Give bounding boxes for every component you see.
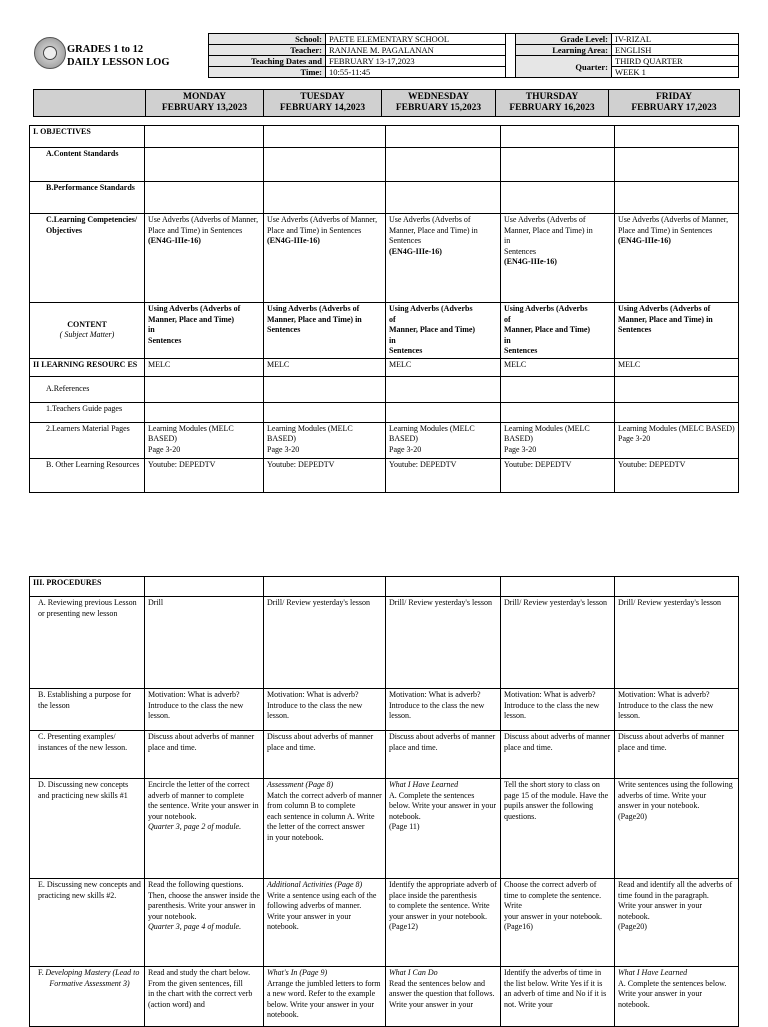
content-cell-tue: Using Adverbs (Adverbs of Manner, Place and Time) in Sentences — [264, 303, 386, 359]
proc-c-fri: Discuss about adverbs of manner place and time. — [615, 731, 739, 779]
day-header-wednesday: WEDNESDAY FEBRUARY 15,2023 — [382, 90, 496, 117]
competency-cell-fri: Use Adverbs (Adverbs of Manner, Place and Time) in Sentences (EN4G-IIIe-16) — [615, 214, 739, 303]
competency-cell-mon: Use Adverbs (Adverbs of Manner, Place and Time) in Sentences (EN4G-IIIe-16) — [145, 214, 264, 303]
proc-f-label: F. Developing Mastery (Lead to Formative Assessment 3) — [30, 967, 145, 1027]
teacher-label: Teacher: — [209, 45, 326, 56]
proc-c-label: C. Presenting examples/ instances of the new lesson. — [30, 731, 145, 779]
content-cell-mon: Using Adverbs (Adverbs of Manner, Place and Time) in Sentences — [145, 303, 264, 359]
proc-b-fri: Motivation: What is adverb? Introduce to the class the new lesson. — [615, 689, 739, 731]
proc-e-thu: Choose the correct adverb of time to complete the sentence. Write your answer in your notebook. (Page16) — [501, 879, 615, 967]
other-cell-thu: Youtube: DEPEDTV — [501, 458, 615, 492]
other-cell-wed: Youtube: DEPEDTV — [386, 458, 501, 492]
procedures-heading: III. PROCEDURES — [30, 577, 145, 597]
proc-b-mon: Motivation: What is adverb? Introduce to the class the new lesson. — [145, 689, 264, 731]
time-label: Time: — [209, 67, 326, 78]
proc-a-label: A. Reviewing previous Lesson or presenting new lesson — [30, 597, 145, 689]
learners-material-label: 2.Learners Material Pages — [30, 422, 145, 458]
lm-cell-tue: Learning Modules (MELC BASED) Page 3-20 — [264, 422, 386, 458]
teacher-value: RANJANE M. PAGALANAN — [326, 45, 506, 56]
other-cell-mon: Youtube: DEPEDTV — [145, 458, 264, 492]
day-header-table — [33, 89, 740, 117]
proc-a-fri: Drill/ Review yesterday's lesson — [615, 597, 739, 689]
proc-d-wed: What I Have Learned A. Complete the sentences below. Write your answer in your notebook. (Page 11) — [386, 779, 501, 879]
objectives-table — [29, 125, 739, 493]
time-value: 10:55-11:45 — [326, 67, 506, 78]
proc-e-label: E. Discussing new concepts and practicing new skills #2. — [30, 879, 145, 967]
grade-value: IV-RIZAL — [612, 34, 739, 45]
day-header-friday: FRIDAY FEBRUARY 17,2023 — [609, 90, 740, 117]
proc-b-wed: Motivation: What is adverb? Introduce to the class the new lesson. — [386, 689, 501, 731]
school-value: PAETE ELEMENTARY SCHOOL — [326, 34, 506, 45]
week-value: WEEK 1 — [612, 67, 739, 78]
procedures-table — [29, 576, 739, 1027]
lm-cell-mon: Learning Modules (MELC BASED) Page 3-20 — [145, 422, 264, 458]
proc-c-thu: Discuss about adverbs of manner place and time. — [501, 731, 615, 779]
area-value: ENGLISH — [612, 45, 739, 56]
competencies-label: C.Learning Competencies/ Objectives — [30, 214, 145, 303]
competency-cell-tue: Use Adverbs (Adverbs of Manner, Place and Time) in Sentences (EN4G-IIIe-16) — [264, 214, 386, 303]
content-cell-fri: Using Adverbs (Adverbs of Manner, Place and Time) in Sentences — [615, 303, 739, 359]
content-cell-wed: Using Adverbs (Adverbs of Manner, Place and Time) in Sentences — [386, 303, 501, 359]
proc-d-fri: Write sentences using the following adverbs of time. Write your answer in your notebook. (Page20) — [615, 779, 739, 879]
document-title — [67, 43, 170, 69]
proc-f-wed: What I Can Do Read the sentences below and answer the question that follows. Write your answer in your — [386, 967, 501, 1027]
proc-b-label: B. Establishing a purpose for the lesson — [30, 689, 145, 731]
resources-heading: II LEARNING RESOURC ES — [30, 358, 145, 376]
proc-a-tue: Drill/ Review yesterday's lesson — [264, 597, 386, 689]
content-cell-thu: Using Adverbs (Adverbs of Manner, Place and Time) in Sentences — [501, 303, 615, 359]
school-label: School: — [209, 34, 326, 45]
proc-a-mon: Drill — [145, 597, 264, 689]
lm-cell-thu: Learning Modules (MELC BASED) Page 3-20 — [501, 422, 615, 458]
proc-e-mon: Read the following questions. Then, choose the answer inside the parenthesis. Write your answer in your notebook. Quarter 3, page 4 of module. — [145, 879, 264, 967]
references-label: A.References — [30, 376, 145, 402]
melc-cell-fri: MELC — [615, 358, 739, 376]
performance-standards-label: B.Performance Standards — [30, 182, 145, 214]
dates-label: Teaching Dates and — [209, 56, 326, 67]
title-line-1: GRADES 1 to 12 — [67, 44, 144, 55]
title-line-2: DAILY LESSON LOG — [67, 57, 170, 68]
melc-cell-wed: MELC — [386, 358, 501, 376]
day-header-thursday: THURSDAY FEBRUARY 16,2023 — [496, 90, 609, 117]
dates-value: FEBRUARY 13-17,2023 — [326, 56, 506, 67]
teachers-guide-label: 1.Teachers Guide pages — [30, 402, 145, 422]
other-resources-label: B. Other Learning Resources — [30, 458, 145, 492]
proc-a-wed: Drill/ Review yesterday's lesson — [386, 597, 501, 689]
proc-f-fri: What I Have Learned A. Complete the sentences below. Write your answer in your notebook. — [615, 967, 739, 1027]
day-header-monday: MONDAY FEBRUARY 13,2023 — [146, 90, 264, 117]
proc-d-tue: Assessment (Page 8) Match the correct adverb of manner from column B to complete each sentence in column A. Write the letter of the correct answer in your notebook. — [264, 779, 386, 879]
content-standards-label: A.Content Standards — [30, 148, 145, 182]
proc-f-mon: Read and study the chart below. From the given sentences, fill in the chart with the correct verb (action word) and — [145, 967, 264, 1027]
proc-e-wed: Identify the appropriate adverb of place inside the parenthesis to complete the sentence. Write your answer in your notebook. (Page12) — [386, 879, 501, 967]
area-label: Learning Area: — [516, 45, 612, 56]
proc-d-thu: Tell the short story to class on page 15 of the module. Have the pupils answer the following questions. — [501, 779, 615, 879]
proc-d-label: D. Discussing new concepts and practicing new skills #1 — [30, 779, 145, 879]
lm-cell-wed: Learning Modules (MELC BASED) Page 3-20 — [386, 422, 501, 458]
proc-a-thu: Drill/ Review yesterday's lesson — [501, 597, 615, 689]
header-spacer — [506, 34, 516, 78]
day-header-tuesday: TUESDAY FEBRUARY 14,2023 — [264, 90, 382, 117]
melc-cell-mon: MELC — [145, 358, 264, 376]
day-header-blank — [34, 90, 146, 117]
objectives-heading: I. OBJECTIVES — [30, 126, 145, 148]
proc-c-mon: Discuss about adverbs of manner place and time. — [145, 731, 264, 779]
proc-e-fri: Read and identify all the adverbs of time found in the paragraph. Write your answer in your notebook. (Page20) — [615, 879, 739, 967]
proc-b-thu: Motivation: What is adverb? Introduce to the class the new lesson. — [501, 689, 615, 731]
melc-cell-thu: MELC — [501, 358, 615, 376]
quarter-value: THIRD QUARTER — [612, 56, 739, 67]
proc-d-mon: Encircle the letter of the correct adverb of manner to complete the sentence. Write your answer in your notebook. Quarter 3, page 2 of module. — [145, 779, 264, 879]
grade-label: Grade Level: — [516, 34, 612, 45]
competency-cell-thu: Use Adverbs (Adverbs of Manner, Place and Time) in in Sentences (EN4G-IIIe-16) — [501, 214, 615, 303]
other-cell-fri: Youtube: DEPEDTV — [615, 458, 739, 492]
other-cell-tue: Youtube: DEPEDTV — [264, 458, 386, 492]
competency-cell-wed: Use Adverbs (Adverbs of Manner, Place and Time) in Sentences (EN4G-IIIe-16) — [386, 214, 501, 303]
proc-f-thu: Identify the adverbs of time in the list below. Write Yes if it is an adverb of time and No if it is not. Write your — [501, 967, 615, 1027]
proc-c-tue: Discuss about adverbs of manner place and time. — [264, 731, 386, 779]
deped-seal-logo — [34, 37, 66, 69]
proc-c-wed: Discuss about adverbs of manner place and time. — [386, 731, 501, 779]
melc-cell-tue: MELC — [264, 358, 386, 376]
header-info-table — [208, 33, 739, 78]
proc-e-tue: Additional Activities (Page 8) Write a sentence using each of the following adverbs of manner. Write your answer in your notebook. — [264, 879, 386, 967]
lm-cell-fri: Learning Modules (MELC BASED) Page 3-20 — [615, 422, 739, 458]
proc-b-tue: Motivation: What is adverb? Introduce to the class the new lesson. — [264, 689, 386, 731]
proc-f-tue: What's In (Page 9) Arrange the jumbled letters to form a new word. Refer to the example below. Write your answer in your notebook. — [264, 967, 386, 1027]
quarter-label: Quarter: — [516, 56, 612, 78]
content-label: CONTENT ( Subject Matter) — [30, 303, 145, 359]
